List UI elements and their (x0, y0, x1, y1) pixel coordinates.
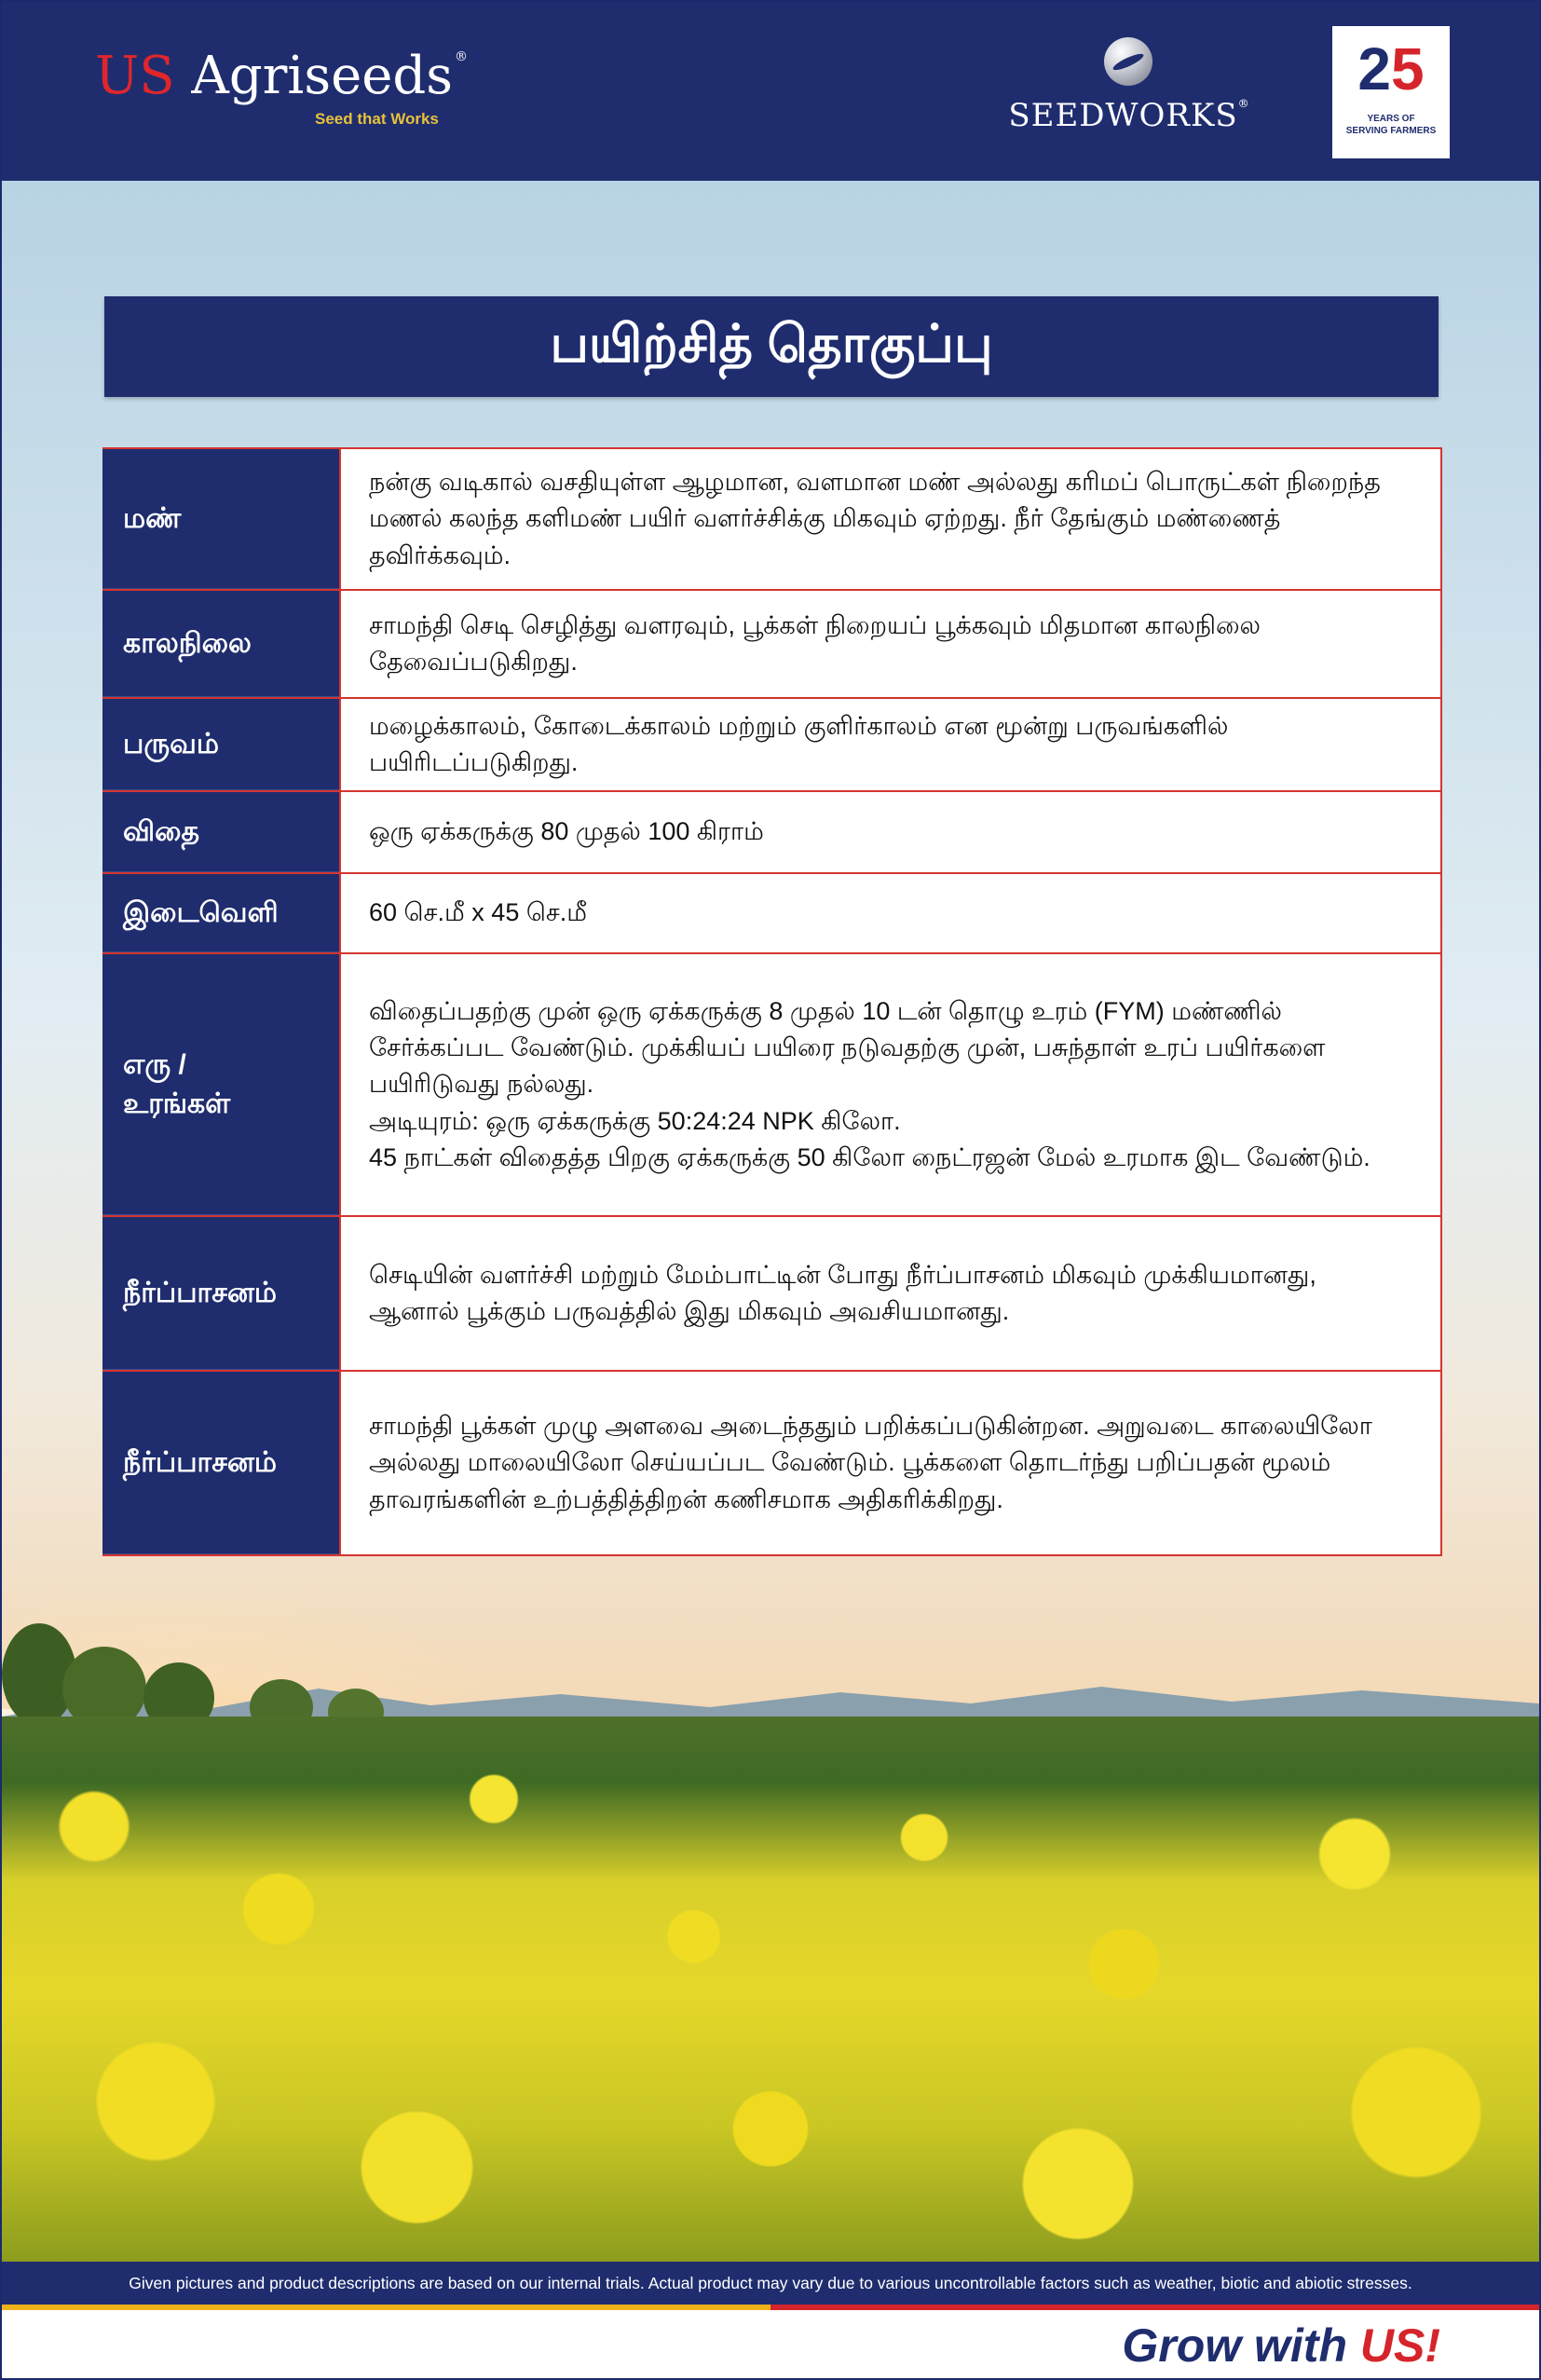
row-text: 60 செ.மீ x 45 செ.மீ (369, 898, 588, 927)
us-agriseeds-logo (95, 46, 468, 128)
table-row (102, 1372, 1442, 1556)
table-row (102, 447, 1442, 591)
row-label: நீர்ப்பாசனம் (102, 1217, 339, 1370)
anniversary-badge (1332, 26, 1450, 158)
badge-digit-1: 2 (1357, 35, 1391, 103)
row-text: ஒரு ஏக்கருக்கு 80 முதல் 100 கிராம் (369, 817, 764, 846)
row-value (339, 591, 1442, 697)
row-label: விதை (102, 792, 339, 872)
row-text: நன்கு வடிகால் வசதியுள்ள ஆழமான, வளமான மண் அல்லது கரிமப் பொருட்கள் நிறைந்த மணல் கலந்த களிமண் பயிர் வளர்ச்சிக்கு மிகவும் ஏற்றது. நீர் தேங்கும் மண்ணைத் தவிர்க்கவும். (369, 468, 1381, 569)
row-label: காலநிலை (102, 591, 339, 697)
row-value (339, 954, 1442, 1215)
row-text: விதைப்பதற்கு முன் ஒரு ஏக்கருக்கு 8 முதல் 10 டன் தொழு உரம் (FYM) மண்ணில் சேர்க்கப்பட வேண்டும். முக்கியப் பயிரை நடுவதற்கு முன், பசுந்தாள் உரப் பயிர்களை பயிரிடுவது நல்லது. (369, 997, 1326, 1099)
table-row (102, 591, 1442, 699)
row-label: நீர்ப்பாசனம் (102, 1372, 339, 1554)
slogan-main: Grow with (1122, 2319, 1360, 2372)
slogan (1122, 2318, 1440, 2373)
brand-reg: ® (454, 49, 468, 64)
table-row (102, 874, 1442, 954)
badge-line-1: YEARS OF (1367, 114, 1415, 124)
seedworks-swoosh-icon (1104, 37, 1152, 86)
row-value (339, 1217, 1442, 1370)
table-row (102, 954, 1442, 1217)
partner-name: SEEDWORKS (1008, 97, 1238, 134)
badge-digit-2: 5 (1391, 35, 1425, 103)
row-value (339, 1372, 1442, 1554)
row-label: இடைவெளி (102, 874, 339, 952)
disclaimer-text: Given pictures and product descriptions are based on our internal trials. Actual product may vary due to various uncontrollable factors such as weather, biotic and abiotic stresses. (129, 2273, 1412, 2292)
crop-info-table (102, 447, 1442, 1556)
badge-line-2: SERVING FARMERS (1345, 125, 1437, 136)
row-label: பருவம் (102, 699, 339, 790)
slogan-accent: US! (1359, 2319, 1440, 2372)
brand-us: US (95, 46, 175, 106)
row-label: எரு / உரங்கள் (102, 954, 339, 1215)
title-bar (104, 296, 1439, 397)
row-text: சாமந்தி பூக்கள் முழு அளவை அடைந்ததும் பறிக்கப்படுகின்றன. அறுவடை காலையிலோ அல்லது மாலையிலோ செய்யப்பட வேண்டும். பூக்களை தொடர்ந்து பறிப்பதன் மூலம் தாவரங்களின் உற்பத்தித்திறன் கணிசமாக அதிகரிக்கிறது. (369, 1412, 1372, 1513)
header (2, 2, 1539, 181)
table-row (102, 792, 1442, 874)
row-text: அடியுரம்: ஒரு ஏக்கருக்கு 50:24:24 NPK கிலோ. (369, 1106, 901, 1135)
row-text: செடியின் வளர்ச்சி மற்றும் மேம்பாட்டின் போது நீர்ப்பாசனம் மிகவும் முக்கியமானது, ஆனால் பூக்கும் பருவத்தில் இது மிகவும் அவசியமானது. (369, 1260, 1316, 1325)
brand-rest: Agriseeds (191, 46, 453, 106)
row-text: சாமந்தி செடி செழித்து வளரவும், பூக்கள் நிறையப் பூக்கவும் மிதமான காலநிலை தேவைப்படுகிறது. (369, 610, 1261, 676)
row-value (339, 699, 1442, 790)
brand-tagline: Seed that Works (315, 110, 439, 128)
row-text: மழைக்காலம், கோடைக்காலம் மற்றும் குளிர்காலம் என மூன்று பருவங்களில் பயிரிடப்படுகிறது. (369, 711, 1229, 776)
seedworks-name (1008, 97, 1250, 134)
row-label: மண் (102, 449, 339, 589)
partner-reg: ® (1237, 97, 1250, 110)
row-value (339, 449, 1442, 589)
brand-name (95, 46, 468, 106)
row-text: 45 நாட்கள் விதைத்த பிறகு ஏக்கருக்கு 50 கிலோ நைட்ரஜன் மேல் உரமாக இட வேண்டும். (369, 1142, 1371, 1171)
table-row (102, 699, 1442, 792)
seedworks-logo (1008, 37, 1250, 140)
page-title: பயிற்சித் தொகுப்பு (550, 313, 993, 373)
table-row (102, 1217, 1442, 1372)
badge-number (1332, 35, 1450, 103)
row-value (339, 792, 1442, 872)
disclaimer-bar (2, 2262, 1539, 2305)
marigold-field-image (2, 1717, 1539, 2266)
badge-text (1332, 114, 1450, 137)
row-value (339, 874, 1442, 952)
